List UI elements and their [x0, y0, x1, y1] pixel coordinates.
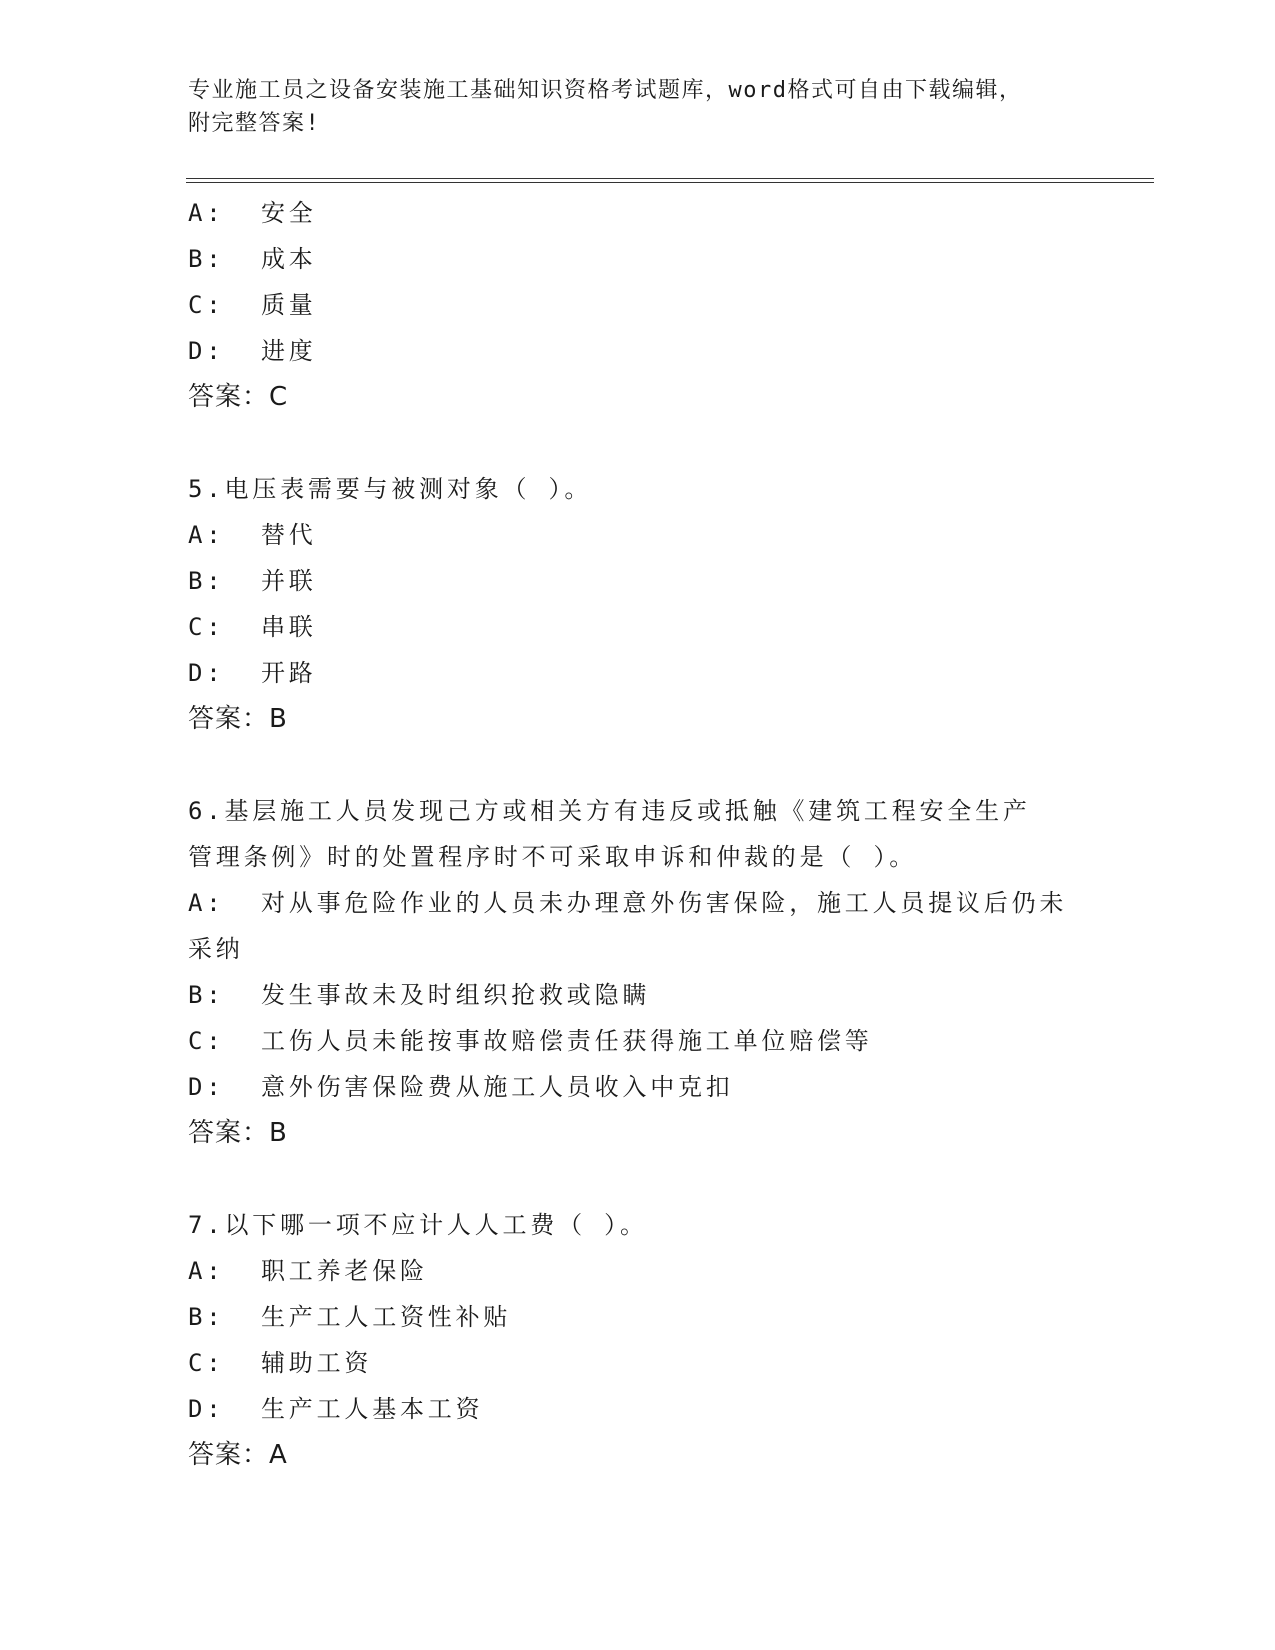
option-letter: A:	[188, 889, 225, 917]
option-b	[188, 236, 1088, 282]
option-text: 生产工人工资性补贴	[261, 1303, 512, 1331]
option-b	[188, 972, 1088, 1018]
option-a	[188, 1248, 1088, 1294]
option-c	[188, 1018, 1088, 1064]
option-text: 职工养老保险	[261, 1257, 428, 1285]
option-d	[188, 1386, 1088, 1432]
option-a	[188, 880, 1088, 926]
question-block-5	[188, 466, 1088, 742]
option-text: 安全	[261, 199, 317, 227]
question-stem-line-2: 管理条例》时的处置程序时不可采取申诉和仲裁的是（ ）。	[188, 843, 918, 871]
option-letter: B:	[188, 1303, 225, 1331]
option-letter: A:	[188, 1257, 225, 1285]
option-a	[188, 190, 1088, 236]
option-text: 发生事故未及时组织抢救或隐瞒	[261, 981, 651, 1009]
question-block-7	[188, 1202, 1088, 1478]
option-text: 生产工人基本工资	[261, 1395, 484, 1423]
option-letter: B:	[188, 567, 225, 595]
option-letter: B:	[188, 981, 225, 1009]
option-text: 替代	[261, 521, 317, 549]
option-d	[188, 328, 1088, 374]
question-stem: 7.以下哪一项不应计人人工费（ ）。	[188, 1211, 648, 1239]
answer-line: 答案：B	[188, 704, 288, 734]
option-a-continuation: 采纳	[188, 935, 244, 963]
option-letter: C:	[188, 613, 225, 641]
option-b	[188, 558, 1088, 604]
option-letter: A:	[188, 521, 225, 549]
option-letter: D:	[188, 659, 225, 687]
option-c	[188, 282, 1088, 328]
document-header	[188, 74, 1068, 140]
question-stem: 5.电压表需要与被测对象（ ）。	[188, 475, 593, 503]
option-letter: C:	[188, 291, 225, 319]
option-text: 工伤人员未能按事故赔偿责任获得施工单位赔偿等	[261, 1027, 873, 1055]
option-text: 进度	[261, 337, 317, 365]
option-c	[188, 604, 1088, 650]
question-stem-line-1: 6.基层施工人员发现己方或相关方有违反或抵触《建筑工程安全生产	[188, 797, 1031, 825]
question-list	[188, 190, 1088, 1478]
header-line-2: 附完整答案!	[188, 111, 321, 136]
option-letter: B:	[188, 245, 225, 273]
option-d	[188, 650, 1088, 696]
option-letter: D:	[188, 1395, 225, 1423]
header-divider	[186, 178, 1154, 183]
option-letter: D:	[188, 1073, 225, 1101]
answer-line: 答案：A	[188, 1440, 288, 1470]
option-text: 对从事危险作业的人员未办理意外伤害保险，施工人员提议后仍未	[261, 889, 1068, 917]
question-block-4	[188, 190, 1088, 420]
answer-line: 答案：C	[188, 382, 289, 412]
option-d	[188, 1064, 1088, 1110]
option-text: 意外伤害保险费从施工人员收入中克扣	[261, 1073, 734, 1101]
option-a	[188, 512, 1088, 558]
option-letter: C:	[188, 1349, 225, 1377]
option-text: 开路	[261, 659, 317, 687]
option-b	[188, 1294, 1088, 1340]
question-block-6	[188, 788, 1088, 1156]
option-letter: D:	[188, 337, 225, 365]
option-text: 质量	[261, 291, 317, 319]
option-text: 辅助工资	[261, 1349, 373, 1377]
option-text: 串联	[261, 613, 317, 641]
option-text: 成本	[261, 245, 317, 273]
option-letter: C:	[188, 1027, 225, 1055]
option-text: 并联	[261, 567, 317, 595]
answer-line: 答案：B	[188, 1118, 288, 1148]
header-line-1: 专业施工员之设备安装施工基础知识资格考试题库，word格式可自由下载编辑，	[188, 78, 1023, 103]
option-c	[188, 1340, 1088, 1386]
option-letter: A:	[188, 199, 225, 227]
